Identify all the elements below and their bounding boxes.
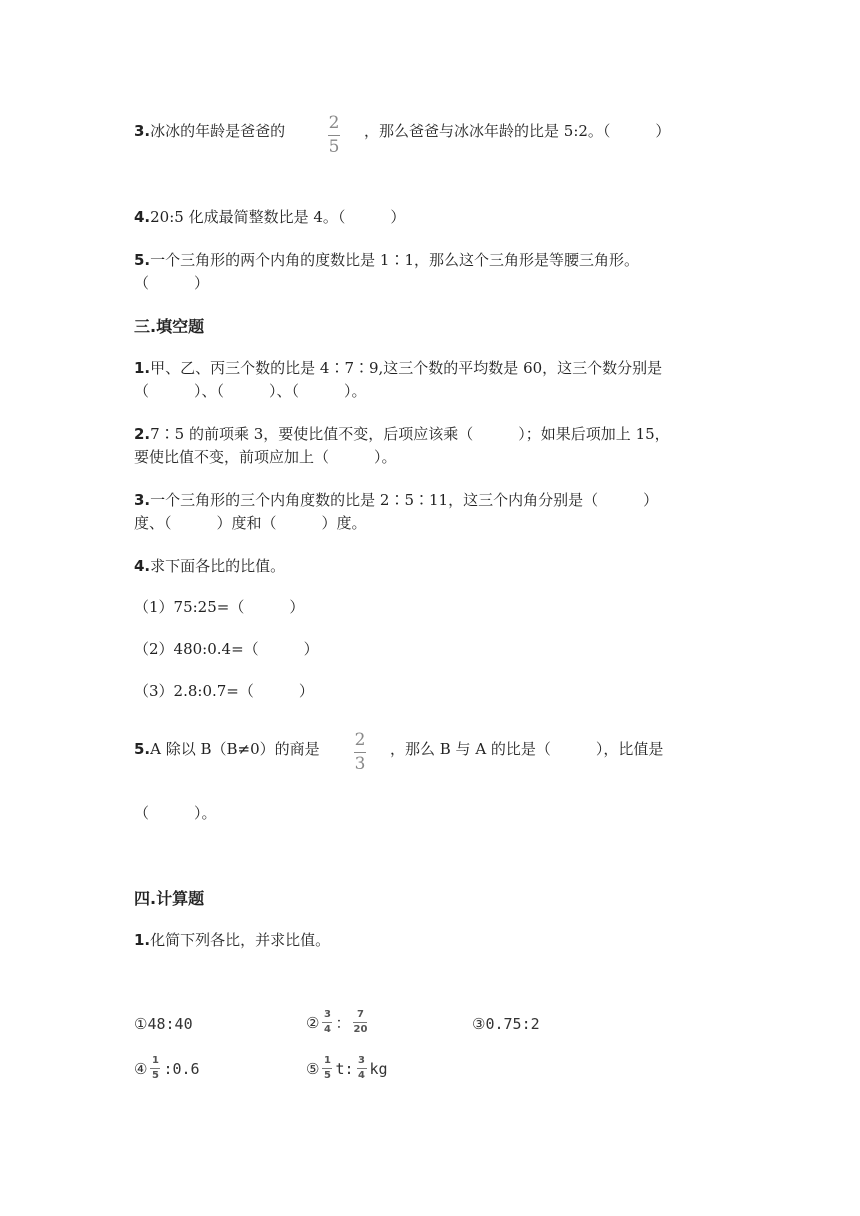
calc-item-5 [306, 1056, 388, 1081]
question-text: 20:5 化成最简整数比是 4。（ ） [150, 208, 406, 226]
question-text: 甲、乙、丙三个数的比是 4∶7∶9,这三个数的平均数是 60，这三个数分别是 [150, 359, 663, 377]
calc-q1 [134, 929, 330, 950]
item-mark: ④ [134, 1059, 148, 1078]
item-mark: ⑤ [306, 1059, 320, 1078]
ratio-separator: ： [335, 1014, 351, 1032]
section-title-fill-blank: 三.填空题 [134, 317, 205, 336]
fraction-numerator: 3 [358, 1055, 365, 1066]
fraction-numerator: 1 [323, 1055, 331, 1066]
question-text: 7∶5 的前项乘 3，要使比值不变，后项应该乘（ ）；如果后项加上 15， [150, 425, 670, 443]
calc-item-4 [134, 1056, 200, 1081]
fraction-one-fifth [322, 1056, 332, 1081]
judge-q3-after: ，那么爸爸与冰冰年龄的比是 5:2。（ ） [364, 122, 671, 140]
unit-label: kg [369, 1059, 388, 1078]
fill-q1-blanks: （ ）、（ ）、（ ）。 [134, 382, 367, 400]
item-rest: :0.6 [163, 1059, 200, 1078]
question-number: 2. [134, 425, 151, 443]
question-number: 1. [134, 359, 151, 377]
fraction-denominator: 5 [328, 137, 340, 157]
fraction-denominator: 4 [323, 1024, 331, 1035]
fill-q4-item-1: （1）75:25=（ ） [134, 598, 305, 616]
fill-q5-line2: （ ）。 [134, 804, 217, 822]
fraction-one-fifth [150, 1056, 160, 1081]
fraction-numerator: 3 [323, 1009, 331, 1020]
question-number: 5. [134, 740, 151, 758]
calc-item-1: ①48:40 [134, 1015, 193, 1033]
fraction-denominator: 3 [354, 754, 366, 774]
fill-q2 [134, 423, 670, 444]
fill-q4 [134, 555, 285, 576]
question-number: 1. [134, 931, 151, 949]
judge-q3 [134, 120, 285, 141]
fraction-numerator: 7 [356, 1009, 364, 1020]
question-number: 3. [134, 491, 151, 509]
fraction-denominator: 20 [353, 1024, 368, 1035]
fraction-numerator: 1 [151, 1055, 159, 1066]
question-number: 4. [134, 208, 151, 226]
question-number: 3. [134, 122, 151, 140]
fill-q3-line2: 度、（ ）度和（ ）度。 [134, 514, 367, 532]
calc-item-2 [306, 1010, 370, 1035]
fraction-three-quarters [322, 1010, 332, 1035]
fill-q4-item-2: （2）480:0.4=（ ） [134, 640, 319, 658]
judge-q5-answer: （ ） [134, 274, 210, 292]
question-text: 一个三角形的三个内角度数的比是 2∶5∶11，这三个内角分别是（ ） [150, 491, 659, 509]
fraction-two-fifths [328, 115, 340, 156]
question-text: A 除以 B（B≠0）的商是 [150, 740, 320, 758]
judge-q4 [134, 206, 405, 227]
fill-q3 [134, 489, 658, 510]
fill-q4-item-3: （3）2.8:0.7=（ ） [134, 682, 314, 700]
calc-item-3: ③0.75:2 [472, 1015, 540, 1033]
section-title-calculation: 四.计算题 [134, 889, 205, 908]
fraction-denominator: 5 [323, 1070, 331, 1081]
question-number: 5. [134, 251, 151, 269]
fraction-denominator: 5 [151, 1070, 159, 1081]
question-text: 求下面各比的比值。 [150, 557, 286, 575]
item-mark: ② [306, 1013, 320, 1032]
fill-q5-after: ，那么 B 与 A 的比是（ ），比值是 [390, 740, 664, 758]
judge-q5 [134, 249, 639, 270]
item-mid: t: [335, 1059, 354, 1078]
question-number: 4. [134, 557, 151, 575]
fraction-two-thirds [354, 732, 366, 773]
fill-q5 [134, 738, 320, 759]
fraction-numerator: 2 [354, 730, 366, 750]
fill-q2-line2: 要使比值不变，前项应加上（ ）。 [134, 448, 397, 466]
fill-q1 [134, 357, 662, 378]
question-text: 化简下列各比，并求比值。 [150, 931, 331, 949]
fraction-denominator: 4 [358, 1070, 365, 1081]
fraction-numerator: 2 [328, 113, 340, 133]
question-text: 冰冰的年龄是爸爸的 [150, 122, 286, 140]
question-text: 一个三角形的两个内角的度数比是 1∶1，那么这个三角形是等腰三角形。 [150, 251, 639, 269]
fraction-three-quarters [357, 1056, 367, 1081]
fraction-seven-twentieths [353, 1010, 367, 1035]
